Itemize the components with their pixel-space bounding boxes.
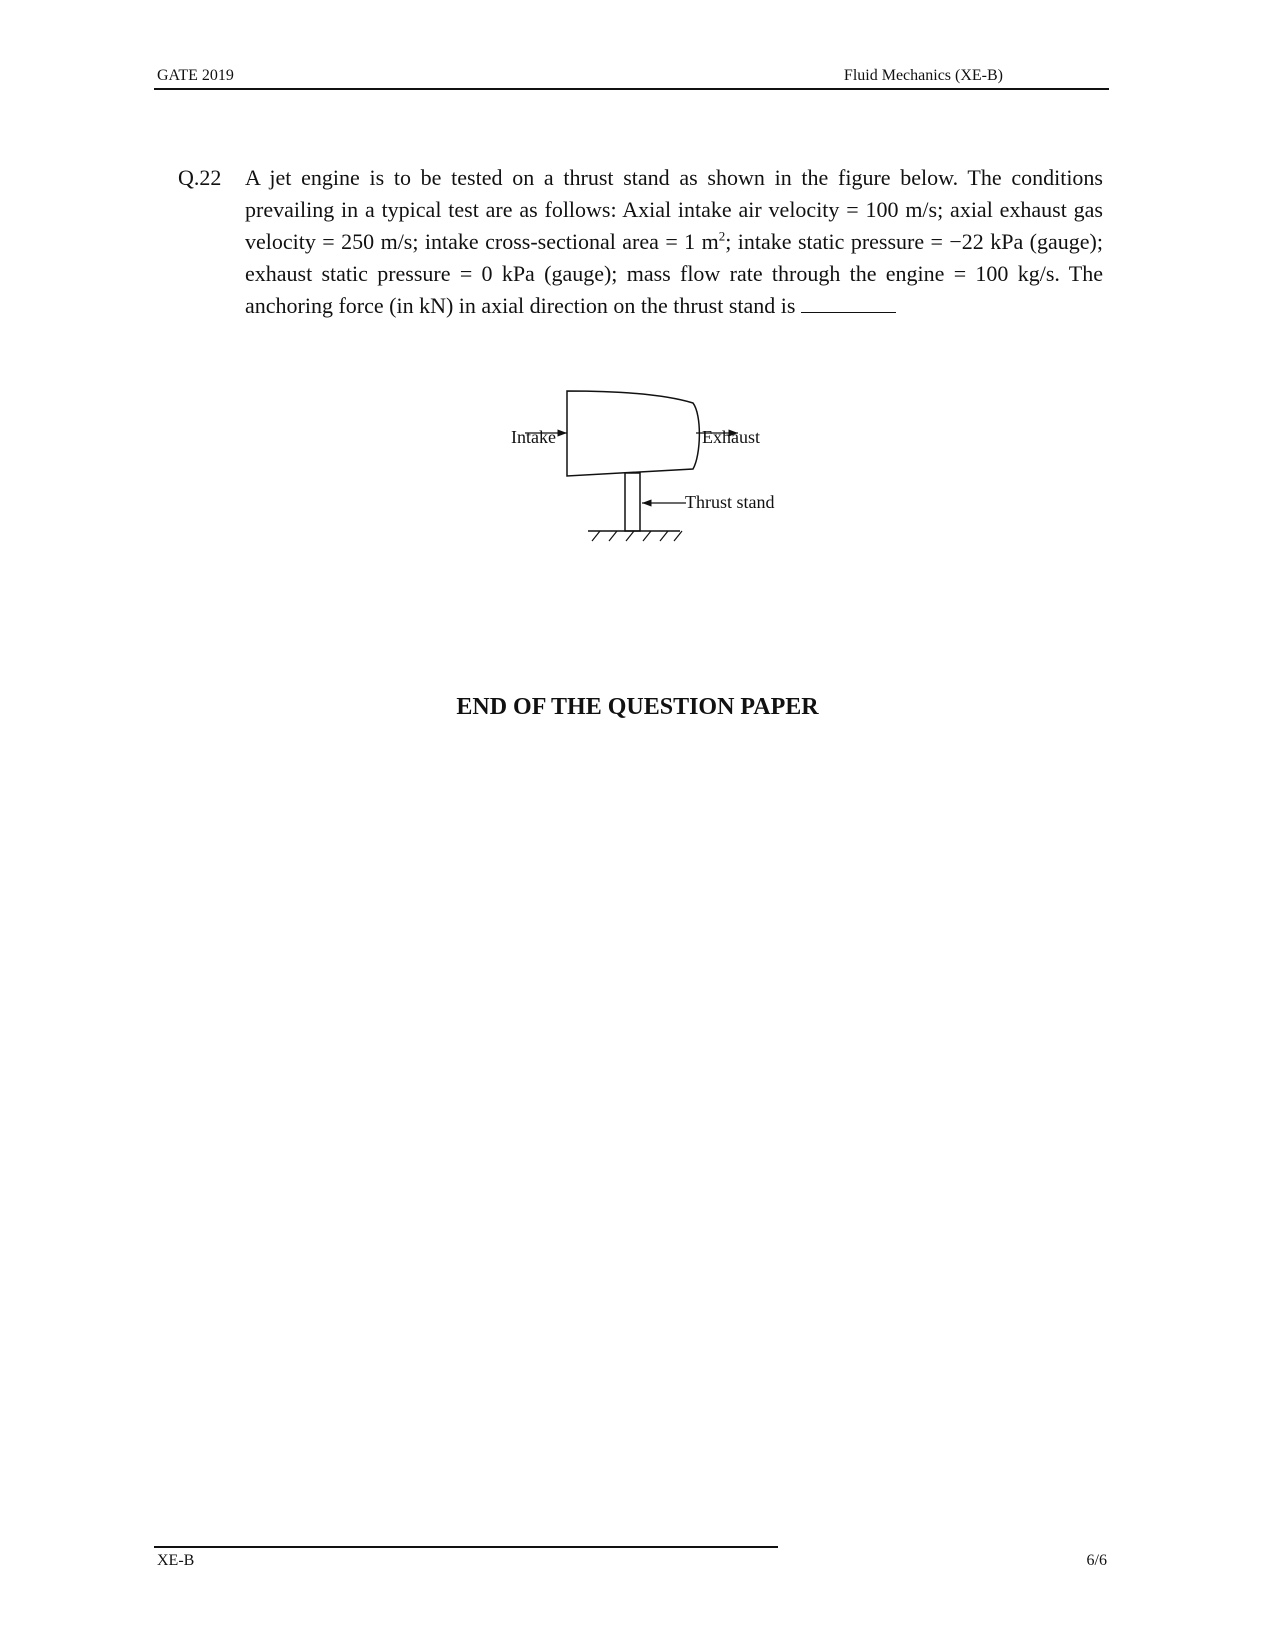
header-rule <box>154 88 1109 90</box>
jet-engine-diagram <box>520 385 840 555</box>
header-exam-title: GATE 2019 <box>157 67 234 84</box>
footer-paper-code: XE-B <box>157 1552 195 1569</box>
end-of-paper: END OF THE QUESTION PAPER <box>456 694 819 720</box>
question-number: Q.22 <box>178 165 222 190</box>
jet-engine-figure <box>511 385 840 555</box>
engine-body <box>567 391 699 476</box>
thrust-stand-label: Thrust stand <box>685 492 775 512</box>
exhaust-label: Exhaust <box>702 427 760 447</box>
header-paper-title: Fluid Mechanics (XE-B) <box>843 67 1003 84</box>
ground-hatching <box>592 531 682 541</box>
question-text <box>245 162 1103 322</box>
footer-rule <box>154 1546 778 1548</box>
intake-label: Intake <box>511 427 556 447</box>
question-text-part2: ; intake static pressure = −22 kPa (gauge); exhaust static pressure = 0 kPa (gauge); mass flow rate through the engine = 100 kg/s. The anchoring force (in kN) in axial direction on the thrust stand is <box>245 229 1103 318</box>
question-block <box>178 162 1103 322</box>
answer-blank <box>801 292 896 313</box>
question-text-part1: A jet engine is to be tested on a thrust stand as shown in the figure below. The conditions prevailing in a typical test are as follows: Axial intake air velocity = 100 m/s; axial exhaust gas velocity = 250 m/s; intake cross-sectional area = 1 m <box>245 165 1103 254</box>
area-unit-exponent: 2 <box>718 228 726 244</box>
thrust-stand-post <box>625 473 640 531</box>
footer-page-number: 6/6 <box>1086 1552 1107 1569</box>
